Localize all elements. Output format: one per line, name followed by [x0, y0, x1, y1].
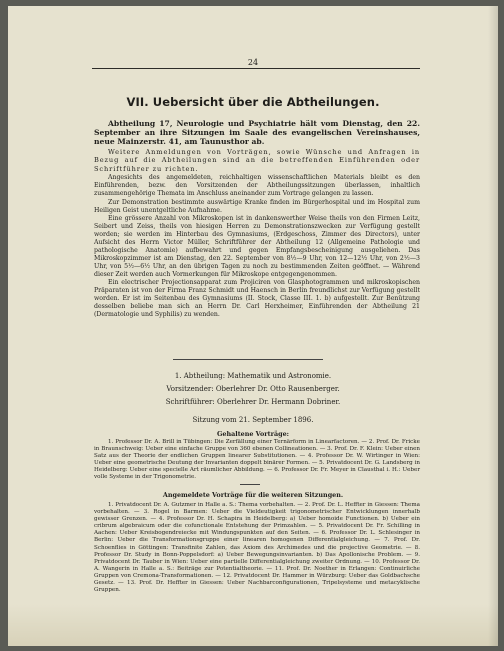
intro-paragraph-2: Angesichts des angemeldeten, reichhaltigen wissenschaftlichen Materials bleibt es den Einführenden, bezw. den Vorsitzenden der Abtheilungssitzungen überlassen, inhaltlich zusammengehörige Themata im Anschluss aneinander zum Vortrage gelangen zu lassen. [94, 174, 420, 198]
section-divider [173, 359, 323, 360]
abtheilung-chair: Vorsitzender: Oberlehrer Dr. Otto Rausenberger. [166, 385, 340, 393]
announced-heading: Angemeldete Vorträge für die weiteren Sitzungen. [162, 491, 344, 499]
section-heading: VII. Uebersicht über die Abtheilungen. [126, 95, 380, 109]
document-page [8, 6, 498, 646]
session-date: Sitzung vom 21. September 1896. [192, 416, 314, 424]
page-number: 24 [247, 58, 259, 67]
intro-block [94, 119, 420, 319]
intro-paragraph-3: Zur Demonstration bestimmte auswärtige Kranke finden im Bürgerhospital und im Hospital zum Heiligen Geist unentgeltliche Aufnahme. [94, 198, 420, 214]
short-divider [240, 484, 260, 485]
header-rule [92, 68, 420, 69]
intro-paragraph-1: Weitere Anmeldungen von Vorträgen, sowie Wünsche und Anfragen in Bezug auf die Abtheilungen sind an die betreffenden Einführenden oder Schriftführer zu richten. [94, 147, 420, 173]
abtheilung-secretary: Schriftführer: Oberlehrer Dr. Hermann Dobriner. [165, 398, 341, 406]
announced-text-block [94, 502, 420, 594]
abtheilung-title: 1. Abtheilung: Mathematik und Astronomie. [174, 372, 332, 380]
announced-text: 1. Privatdocent Dr. A. Gutzmer in Halle a. S.: Thema vorbehalten. — 2. Prof. Dr. L. Heffter in Giessen: Thema vorbehalten. — 3. Rogel in Barmen: Ueber die Vieldeutigkeit trigonometrischer Entwicklungen innerhalb gewisser Grenzen. — 4. Professor Dr. H. Schapira in Heidelberg: a) Ueber homoide Functionen. b) Ueber ein cribrum algebraicum oder die cofunctionale Entstehung der Primzahlen. — 5. Privatdocent Dr. Fr. Schilling in Aachen: Ueber Kreisbogendreiecke mit Windungspunkten auf den Seiten. — 6. Professor Dr. L. Schlesinger in Berlin: Ueber die Transformationsgruppe einer linearen homogenen Differentialgleichung. — 7. Prof. Dr. Schoenflies in Göttingen: Transfinite Zahlen, das Axiom des Archimedes und die projective Geometrie. — 8. Professor Dr. Study in Bonn-Poppelsdorf: a) Ueber Bewegungsinvarianten. b) Das Apollonische Problem. — 9. Privatdocent Dr. Tauber in Wien: Ueber eine partielle Differentialgleichung zweiter Ordnung. — 10. Professor Dr. A. Wangerin in Halle a. S.: Beiträge zur Potentialtheorie. — 11. Prof. Dr. Noether in Erlangen: Continuirliche Gruppen von Cremona-Transformationen. — 12. Privatdocent Dr. Hammer in Würzburg: Ueber das Goldbachsche Gesetz. — 13. Prof. Dr. Heffter in Giessen: Ueber Nachbarconfigurationen, Tripelsysteme und metacyklische Gruppen. [94, 502, 420, 594]
page-stain [8, 604, 498, 646]
talks-text: 1. Professor Dr. A. Brill in Tübingen: Die Zerfällung einer Ternärform in Linearfactoren. — 2. Prof. Dr. Fricke in Braunschweig: Ueber eine einfache Gruppe von 360 ebenen Collineationen. — 3. Prof. Dr. F. Klein: Ueber einen Satz aus der Theorie der endlichen Gruppen linearer Substitutionen. — 4. Professor Dr. W. Wirtinger in Wien: Ueber eine geometrische Deutung der Invarianten doppelt binärer Formen. — 5. Privatdocent Dr. G. Landsberg in Heidelberg: Ueber eine specielle Art räumlicher Abbildung. — 6. Professor Dr. Fr. Meyer in Clausthal i. H.: Ueber volle Systeme in der Trigonometrie. [94, 439, 420, 481]
intro-paragraph-4: Eine grössere Anzahl von Mikroskopen ist in dankenswerther Weise theils von den Firmen Leitz, Seibert und Zeiss, theils von hiesigen Herren zu Demonstrationszwecken zur Verfügung gestellt worden; sie werden im Hinterbau des Gymnasiums, (Erdgeschoss, Zimmer des Directors), unter Aufsicht des Herrn Victor Müller, Schriftführer der Abtheilung 12 (Allgemeine Pathologie und pathologische Anatomie) aufbewahrt und gegen Empfangsbescheinigung ausgeliehen. Das Mikroskopzimmer ist am Dienstag, den 22. September von 8½—9 Uhr, von 12—12½ Uhr, von 2½—3 Uhr, von 5½—6½ Uhr, an den übrigen Tagen zu noch zu bestimmenden Zeiten geöffnet. — Während dieser Zeit werden auch Vormerkungen für Mikroskope entgegengenommen. [94, 214, 420, 278]
talks-text-block [94, 439, 420, 482]
intro-paragraph-5: Ein electrischer Projectionsapparat zum Projiciren von Glasphotogrammen und mikroskopischen Präparaten ist von der Firma Franz Schmidt und Haensch in Berlin freundlichst zur Verfügung gestellt worden. Er ist im Seitenbau des Gymnasiums (II. Stock, Classe III. 1. b) aufgestellt. Zur Benützung desselben beliebe man sich an Herrn Dr. Carl Herxheimer, Einführenden der Abtheilung 21 (Dermatologie und Syphilis) zu wenden. [94, 279, 420, 319]
intro-lead: Abtheilung 17, Neurologie und Psychiatrie hält vom Dienstag, den 22. September an ihre Sitzungen im Saale des evangelischen Vereinshauses, neue Mainzerstr. 41, am Taunusthor ab. [94, 119, 420, 147]
talks-heading: Gehaltene Vorträge: [216, 430, 290, 438]
page-edge-shadow [488, 6, 498, 646]
